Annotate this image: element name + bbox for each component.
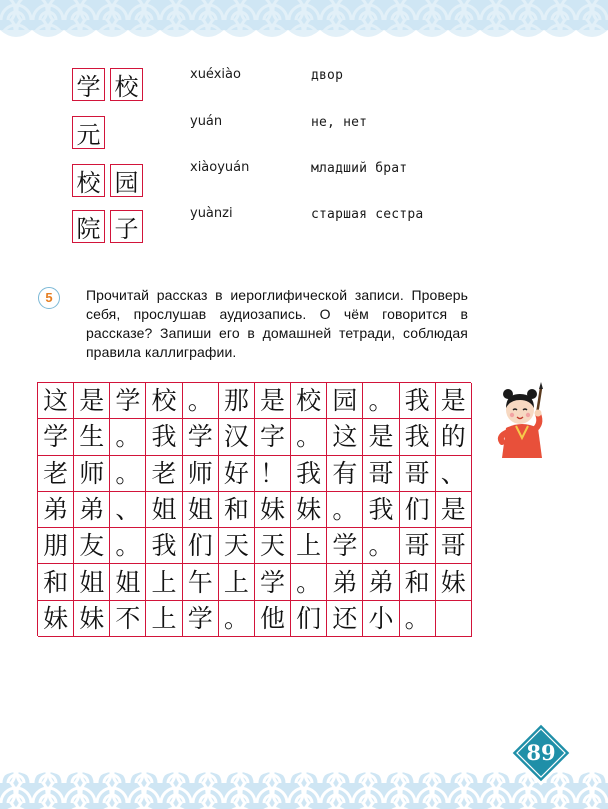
- grid-cell: 午: [183, 564, 219, 600]
- grid-cell: 妹: [436, 564, 472, 600]
- grid-cell: 弟: [38, 492, 74, 528]
- russian-meaning: младший брат: [311, 161, 408, 176]
- grid-cell: 、: [110, 492, 146, 528]
- grid-cell: 我: [146, 528, 182, 564]
- russian-meaning: не, нет: [311, 115, 368, 130]
- char-box: 元: [72, 116, 105, 149]
- grid-cell: 上: [291, 528, 327, 564]
- russian-meaning: старшая сестра: [311, 207, 424, 222]
- grid-cell: 这: [38, 383, 74, 419]
- grid-cell: 朋: [38, 528, 74, 564]
- grid-cell: 哥: [436, 528, 472, 564]
- grid-cell: 生: [74, 419, 110, 455]
- grid-cell: 们: [291, 601, 327, 637]
- grid-cell: 学: [327, 528, 363, 564]
- student-illustration: [490, 380, 554, 460]
- grid-cell: 姐: [183, 492, 219, 528]
- grid-cell: 我: [146, 419, 182, 455]
- grid-cell: 弟: [363, 564, 399, 600]
- char-box: 院: [72, 210, 105, 243]
- grid-cell: 和: [400, 564, 436, 600]
- grid-cell: 妹: [291, 492, 327, 528]
- grid-cell: 和: [219, 492, 255, 528]
- grid-cell: 我: [400, 419, 436, 455]
- vocabulary-characters: [72, 68, 152, 248]
- grid-cell: 校: [146, 383, 182, 419]
- grid-cell: 我: [363, 492, 399, 528]
- grid-cell: 那: [219, 383, 255, 419]
- exercise-number-badge: 5: [38, 287, 60, 309]
- grid-cell: 我: [291, 456, 327, 492]
- grid-cell: 这: [327, 419, 363, 455]
- grid-cell: 字: [255, 419, 291, 455]
- grid-cell: 、: [436, 456, 472, 492]
- grid-cell: 他: [255, 601, 291, 637]
- grid-cell: 。: [327, 492, 363, 528]
- grid-cell: 哥: [400, 528, 436, 564]
- grid-cell: 老: [146, 456, 182, 492]
- grid-cell: 妹: [74, 601, 110, 637]
- grid-cell: 妹: [38, 601, 74, 637]
- grid-cell: 师: [74, 456, 110, 492]
- pinyin-word: xiàoyuán: [190, 160, 250, 175]
- char-box: 学: [72, 68, 105, 101]
- char-box: 园: [110, 164, 143, 197]
- grid-cell: 是: [74, 383, 110, 419]
- pinyin-word: xuéxiào: [190, 67, 241, 82]
- grid-cell: 师: [183, 456, 219, 492]
- grid-cell: 姐: [74, 564, 110, 600]
- grid-cell: 。: [291, 564, 327, 600]
- grid-cell: 是: [255, 383, 291, 419]
- grid-cell: 。: [291, 419, 327, 455]
- char-box: 校: [110, 68, 143, 101]
- grid-cell: 是: [436, 492, 472, 528]
- grid-cell: 是: [363, 419, 399, 455]
- grid-cell: 汉: [219, 419, 255, 455]
- grid-cell: 学: [110, 383, 146, 419]
- grid-cell: 。: [110, 456, 146, 492]
- grid-cell: 上: [219, 564, 255, 600]
- exercise-instruction: Прочитай рассказ в иероглифической записи. Проверь себя, прослушав аудиозапись. О чём говорится в рассказе? Запиши его в домашней тетради, соблюдая правила каллиграфии.: [86, 287, 468, 360]
- grid-cell: 不: [110, 601, 146, 637]
- grid-cell: 。: [363, 528, 399, 564]
- story-character-grid: [37, 382, 471, 636]
- grid-cell: 。: [183, 383, 219, 419]
- grid-cell: 是: [436, 383, 472, 419]
- grid-cell: 天: [219, 528, 255, 564]
- grid-cell: 老: [38, 456, 74, 492]
- top-wave-border: [0, 0, 608, 46]
- grid-cell: 学: [255, 564, 291, 600]
- char-box: 校: [72, 164, 105, 197]
- page-number: 89: [526, 740, 556, 765]
- grid-cell: 们: [183, 528, 219, 564]
- russian-meaning: двор: [311, 68, 344, 83]
- grid-cell: 天: [255, 528, 291, 564]
- grid-cell: 的: [436, 419, 472, 455]
- grid-cell: 学: [38, 419, 74, 455]
- grid-cell: 。: [363, 383, 399, 419]
- grid-cell: ！: [255, 456, 291, 492]
- grid-cell: 哥: [400, 456, 436, 492]
- grid-cell: 校: [291, 383, 327, 419]
- char-box: 子: [110, 210, 143, 243]
- grid-cell: 有: [327, 456, 363, 492]
- grid-cell: 好: [219, 456, 255, 492]
- grid-cell: 哥: [363, 456, 399, 492]
- grid-cell: 们: [400, 492, 436, 528]
- pinyin-word: yuán: [190, 114, 223, 129]
- grid-cell: 我: [400, 383, 436, 419]
- grid-cell: 姐: [110, 564, 146, 600]
- pinyin-word: yuànzi: [190, 206, 233, 221]
- grid-cell: 和: [38, 564, 74, 600]
- grid-cell: 上: [146, 564, 182, 600]
- grid-cell: 学: [183, 601, 219, 637]
- grid-cell: 。: [110, 528, 146, 564]
- grid-cell: 小: [363, 601, 399, 637]
- grid-cell: 。: [219, 601, 255, 637]
- grid-cell: 姐: [146, 492, 182, 528]
- grid-cell: 还: [327, 601, 363, 637]
- grid-cell: 学: [183, 419, 219, 455]
- grid-cell: 弟: [327, 564, 363, 600]
- grid-cell: 园: [327, 383, 363, 419]
- grid-cell: 。: [110, 419, 146, 455]
- grid-cell: 上: [146, 601, 182, 637]
- grid-cell: 弟: [74, 492, 110, 528]
- grid-cell: 。: [400, 601, 436, 637]
- grid-cell: 友: [74, 528, 110, 564]
- grid-cell: [436, 601, 472, 637]
- grid-cell: 妹: [255, 492, 291, 528]
